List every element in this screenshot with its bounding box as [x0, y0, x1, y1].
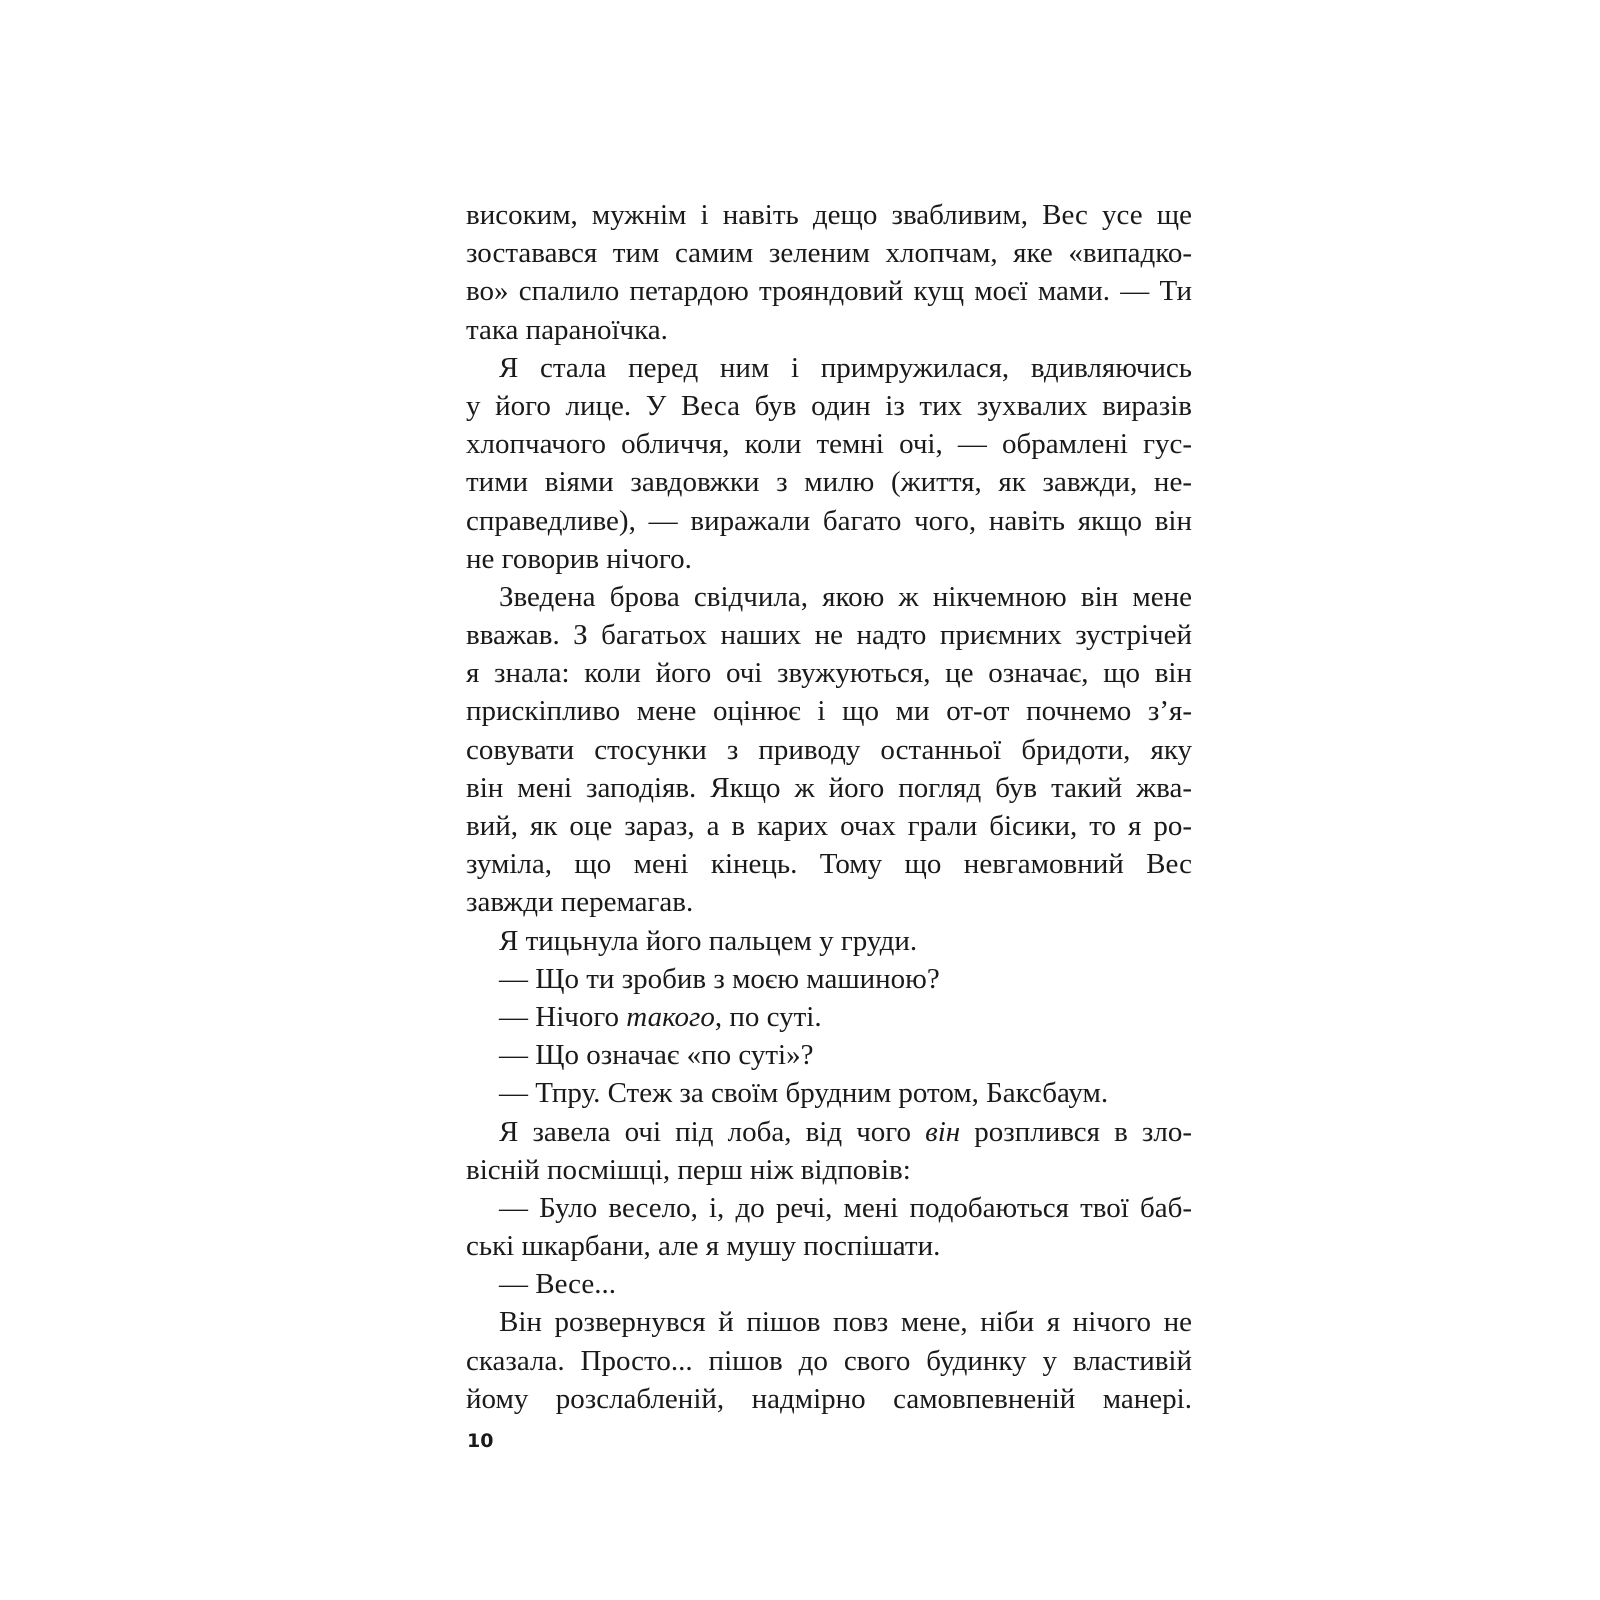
text-line: вісній посмішці, перш ніж відповів:: [466, 1153, 911, 1186]
text-segment: — Нічого: [499, 1000, 627, 1033]
text-segment: Я завела очі під лоба, від чого: [499, 1115, 926, 1148]
italic-word: він: [925, 1115, 961, 1148]
text-line: не говорив нічого.: [466, 542, 692, 575]
italic-word: такого: [626, 1000, 715, 1033]
text-segment: , по суті.: [714, 1000, 822, 1033]
text-line: вважав. З багатьох наших не надто приємних зустрічей: [466, 619, 1192, 652]
text-line: совувати стосунки з приводу останньої бридоти, яку: [466, 733, 1192, 766]
text-line: Зведена брова свідчила, якою ж нікчемною він мене: [499, 580, 1192, 613]
text-line: у його лице. У Веса був один із тих зухвалих виразів: [466, 389, 1192, 422]
text-line: сказала. Просто... пішов до свого будинку у властивій: [466, 1344, 1192, 1377]
text-line: Він розвернувся й пішов повз мене, ніби я нічого не: [499, 1306, 1192, 1339]
text-line: — Що ти зробив з моєю машиною?: [499, 962, 940, 995]
text-line: — Весе...: [499, 1268, 617, 1301]
text-segment: розплився в зло-: [960, 1115, 1192, 1148]
text-line: ські шкарбани, але я мушу поспішати.: [466, 1230, 941, 1263]
text-line: зуміла, що мені кінець. Тому що невгамовний Вес: [466, 848, 1192, 881]
text-line: завжди перемагав.: [466, 886, 694, 919]
text-line: хлопчачого обличчя, коли темні очі, — обрамлені гус-: [466, 428, 1192, 461]
text-line: — Було весело, і, до речі, мені подобаються твої баб-: [499, 1191, 1192, 1224]
text-line: тими віями завдовжки з милю (життя, як завжди, не-: [466, 466, 1192, 499]
text-line: високим, мужнім і навіть дещо звабливим, Вес усе ще: [466, 199, 1192, 231]
text-line: Я тицьнула його пальцем у груди.: [499, 924, 918, 957]
body-text: [466, 196, 1192, 1418]
text-line: [466, 998, 1192, 1036]
text-line: зоставався тим самим зеленим хлопчам, яке «випадко-: [466, 237, 1192, 270]
text-line: справедливе), — виражали багато чого, навіть якщо він: [466, 504, 1192, 537]
text-line: — Що означає «по суті»?: [499, 1039, 814, 1072]
text-line: Я стала перед ним і примружилася, вдивляючись: [499, 351, 1192, 384]
text-line: така параноїчка.: [466, 313, 668, 346]
text-line: я знала: коли його очі звужуються, це означає, що він: [466, 657, 1192, 690]
text-line: він мені заподіяв. Якщо ж його погляд був такий жва-: [466, 771, 1192, 804]
text-line: йому розслабленій, надмірно самовпевненій манері.: [466, 1382, 1192, 1415]
page-number: 10: [467, 1430, 494, 1452]
text-line: [466, 1113, 1192, 1151]
text-line: — Тпру. Стеж за своїм брудним ротом, Баксбаум.: [499, 1077, 1109, 1110]
text-line: вий, як оце зараз, а в карих очах грали бісики, то я ро-: [466, 810, 1192, 842]
text-line: прискіпливо мене оцінює і що ми от-от почнемо з’я-: [466, 695, 1192, 728]
text-line: во» спалило петардою трояндовий кущ моєї мами. — Ти: [466, 275, 1192, 308]
